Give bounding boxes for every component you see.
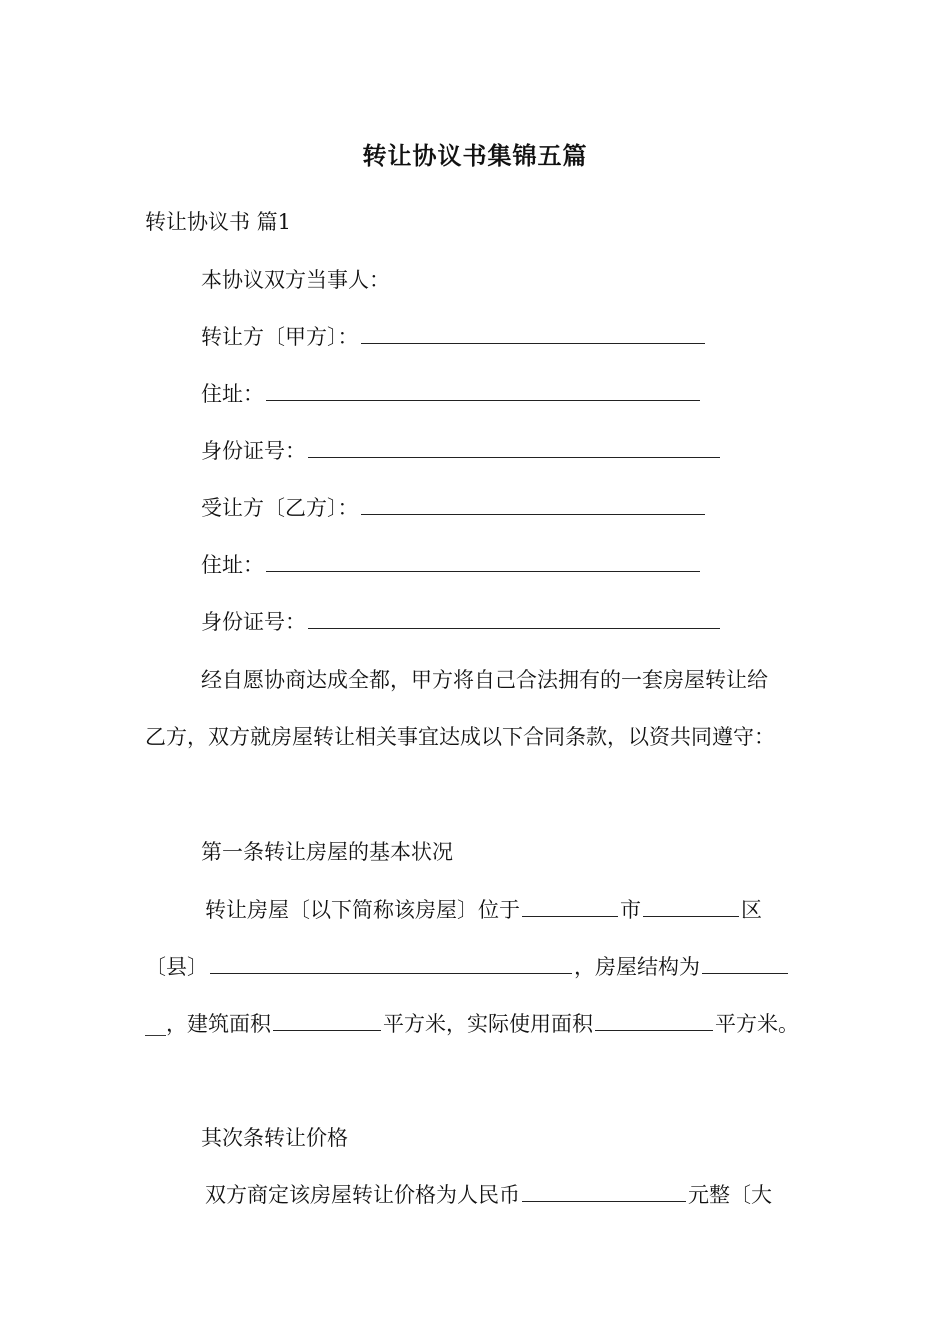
- a1-l3-text-2: 平方米，实际使用面积: [383, 1012, 593, 1036]
- intro-line: 本协议双方当事人：: [201, 268, 390, 292]
- article-1-title: 第一条转让房屋的基本状况: [201, 840, 453, 864]
- document-title: 转让协议书集锦五篇: [362, 141, 588, 170]
- article-1-line-2: [145, 953, 790, 981]
- paragraph-1-line-1: 经自愿协商达成全都，甲方将自己合法拥有的一套房屋转让给: [201, 668, 768, 692]
- address-a-row: [201, 380, 702, 408]
- district-blank[interactable]: [643, 896, 739, 917]
- article-1-line-1: [205, 896, 762, 924]
- article-2-title: 其次条转让价格: [201, 1126, 348, 1150]
- section-heading: 转让协议书 篇1: [145, 210, 292, 234]
- a1-l3-text-3: 平方米。: [715, 1012, 799, 1036]
- address-b-label: 住址：: [201, 553, 264, 577]
- a1-l2-text-1: 〔县〕: [145, 955, 208, 979]
- address-a-blank[interactable]: [266, 380, 700, 401]
- a1-l1-text-3: 区: [741, 898, 762, 922]
- a2-l1-text-2: 元整〔大: [688, 1183, 772, 1207]
- price-blank[interactable]: [522, 1181, 686, 1202]
- paragraph-1-line-2: 乙方，双方就房屋转让相关事宜达成以下合同条款，以资共同遵守：: [145, 725, 775, 749]
- id-a-blank[interactable]: [308, 437, 720, 458]
- a1-l3-text-1: __，建筑面积: [145, 1012, 271, 1036]
- building-area-blank[interactable]: [273, 1010, 381, 1031]
- id-b-label: 身份证号：: [201, 610, 306, 634]
- id-a-label: 身份证号：: [201, 439, 306, 463]
- address-a-label: 住址：: [201, 382, 264, 406]
- party-a-row: [201, 323, 707, 351]
- structure-blank[interactable]: [702, 953, 788, 974]
- party-a-label: 转让方〔甲方〕：: [201, 325, 359, 349]
- city-blank[interactable]: [522, 896, 618, 917]
- address-b-row: [201, 551, 702, 579]
- usable-area-blank[interactable]: [595, 1010, 713, 1031]
- county-blank[interactable]: [210, 953, 572, 974]
- party-b-label: 受让方〔乙方〕：: [201, 496, 359, 520]
- party-b-blank[interactable]: [361, 494, 705, 515]
- party-b-row: [201, 494, 707, 522]
- article-2-line-1: [205, 1181, 772, 1209]
- a2-l1-text-1: 双方商定该房屋转让价格为人民币: [205, 1183, 520, 1207]
- a1-l1-text-1: 转让房屋〔以下简称该房屋〕位于: [205, 898, 520, 922]
- address-b-blank[interactable]: [266, 551, 700, 572]
- id-b-row: [201, 608, 722, 636]
- a1-l1-text-2: 市: [620, 898, 641, 922]
- a1-l2-text-2: ，房屋结构为: [574, 955, 700, 979]
- party-a-blank[interactable]: [361, 323, 705, 344]
- article-1-line-3: [145, 1010, 799, 1038]
- id-b-blank[interactable]: [308, 608, 720, 629]
- id-a-row: [201, 437, 722, 465]
